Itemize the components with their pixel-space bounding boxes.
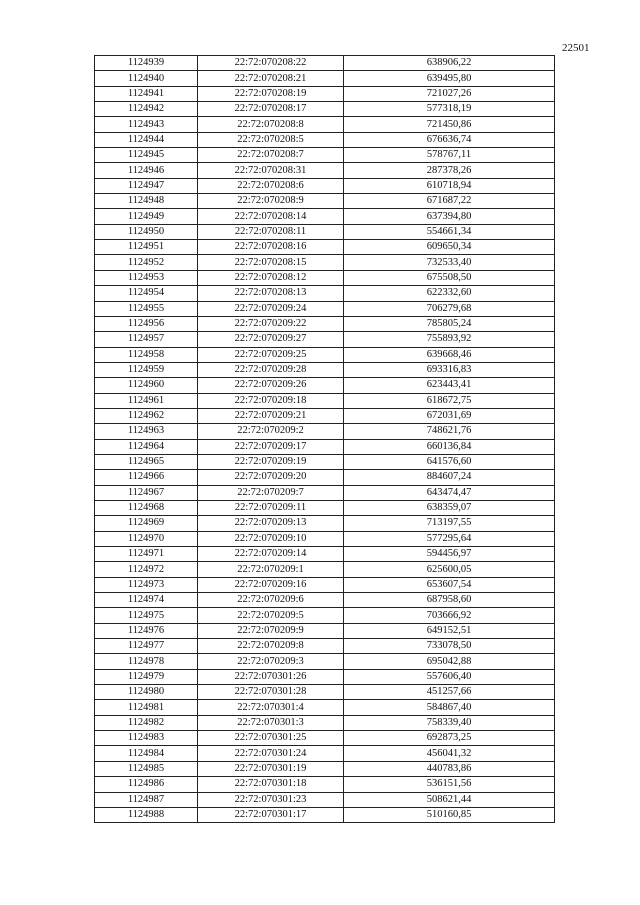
table-row [95,148,555,163]
cadastral-number-cell: 22:72:070208:13 [198,286,344,301]
cadastral-number-cell: 22:72:070209:18 [198,393,344,408]
cadastral-number-cell: 22:72:070208:7 [198,148,344,163]
row-number-cell: 1124981 [95,700,198,715]
table-row [95,547,555,562]
cadastre-table [94,55,555,823]
table-row [95,715,555,730]
cadastral-number-cell: 22:72:070209:7 [198,485,344,500]
row-number-cell: 1124970 [95,531,198,546]
value-cell: 703666,92 [344,608,555,623]
table-row [95,639,555,654]
value-cell: 687958,60 [344,593,555,608]
cadastral-number-cell: 22:72:070208:5 [198,132,344,147]
row-number-cell: 1124980 [95,685,198,700]
table-row [95,378,555,393]
cadastral-number-cell: 22:72:070301:19 [198,761,344,776]
cadastral-number-cell: 22:72:070208:17 [198,102,344,117]
table-row [95,255,555,270]
row-number-cell: 1124948 [95,194,198,209]
table-row [95,316,555,331]
value-cell: 554661,34 [344,224,555,239]
table-row [95,746,555,761]
cadastral-number-cell: 22:72:070209:24 [198,301,344,316]
cadastral-number-cell: 22:72:070208:11 [198,224,344,239]
table-row [95,362,555,377]
value-cell: 641576,60 [344,454,555,469]
row-number-cell: 1124954 [95,286,198,301]
cadastral-number-cell: 22:72:070208:19 [198,86,344,101]
row-number-cell: 1124939 [95,56,198,71]
table-row [95,608,555,623]
value-cell: 706279,68 [344,301,555,316]
cadastral-number-cell: 22:72:070209:5 [198,608,344,623]
row-number-cell: 1124963 [95,424,198,439]
table-row [95,86,555,101]
cadastral-number-cell: 22:72:070209:10 [198,531,344,546]
value-cell: 584867,40 [344,700,555,715]
table-row [95,270,555,285]
value-cell: 622332,60 [344,286,555,301]
row-number-cell: 1124961 [95,393,198,408]
value-cell: 639668,46 [344,347,555,362]
row-number-cell: 1124944 [95,132,198,147]
value-cell: 643474,47 [344,485,555,500]
cadastral-number-cell: 22:72:070301:25 [198,731,344,746]
cadastral-number-cell: 22:72:070208:9 [198,194,344,209]
value-cell: 510160,85 [344,807,555,822]
row-number-cell: 1124941 [95,86,198,101]
cadastral-number-cell: 22:72:070301:3 [198,715,344,730]
cadastral-number-cell: 22:72:070208:22 [198,56,344,71]
value-cell: 637394,80 [344,209,555,224]
cadastral-number-cell: 22:72:070209:13 [198,516,344,531]
cadastral-number-cell: 22:72:070208:14 [198,209,344,224]
cadastral-number-cell: 22:72:070301:24 [198,746,344,761]
value-cell: 748621,76 [344,424,555,439]
value-cell: 884607,24 [344,470,555,485]
cadastral-number-cell: 22:72:070209:25 [198,347,344,362]
table-row [95,240,555,255]
row-number-cell: 1124986 [95,777,198,792]
row-number-cell: 1124955 [95,301,198,316]
table-row [95,516,555,531]
table-row [95,654,555,669]
table-row [95,777,555,792]
row-number-cell: 1124977 [95,639,198,654]
value-cell: 653607,54 [344,577,555,592]
cadastral-number-cell: 22:72:070209:2 [198,424,344,439]
table-row [95,393,555,408]
value-cell: 660136,84 [344,439,555,454]
table-row [95,286,555,301]
value-cell: 577318,19 [344,102,555,117]
row-number-cell: 1124945 [95,148,198,163]
cadastral-number-cell: 22:72:070208:15 [198,255,344,270]
table-row [95,807,555,822]
table-row [95,178,555,193]
cadastral-number-cell: 22:72:070301:26 [198,669,344,684]
table-row [95,454,555,469]
row-number-cell: 1124946 [95,163,198,178]
table-body [95,56,555,823]
cadastral-number-cell: 22:72:070209:28 [198,362,344,377]
cadastral-number-cell: 22:72:070301:23 [198,792,344,807]
value-cell: 676636,74 [344,132,555,147]
value-cell: 713197,55 [344,516,555,531]
cadastral-number-cell: 22:72:070209:11 [198,500,344,515]
row-number-cell: 1124987 [95,792,198,807]
table-row [95,132,555,147]
cadastral-number-cell: 22:72:070301:28 [198,685,344,700]
row-number-cell: 1124967 [95,485,198,500]
row-number-cell: 1124950 [95,224,198,239]
row-number-cell: 1124957 [95,332,198,347]
value-cell: 672031,69 [344,408,555,423]
cadastral-number-cell: 22:72:070208:31 [198,163,344,178]
cadastral-number-cell: 22:72:070209:26 [198,378,344,393]
row-number-cell: 1124958 [95,347,198,362]
table-row [95,56,555,71]
table-row [95,209,555,224]
table-row [95,424,555,439]
table-row [95,593,555,608]
value-cell: 732533,40 [344,255,555,270]
cadastral-number-cell: 22:72:070208:6 [198,178,344,193]
row-number-cell: 1124978 [95,654,198,669]
table-row [95,485,555,500]
value-cell: 638359,07 [344,500,555,515]
row-number-cell: 1124947 [95,178,198,193]
cadastral-number-cell: 22:72:070209:14 [198,547,344,562]
row-number-cell: 1124956 [95,316,198,331]
row-number-cell: 1124976 [95,623,198,638]
value-cell: 695042,88 [344,654,555,669]
value-cell: 456041,32 [344,746,555,761]
table-row [95,102,555,117]
page-number: 22501 [562,42,590,54]
row-number-cell: 1124982 [95,715,198,730]
cadastral-number-cell: 22:72:070208:12 [198,270,344,285]
row-number-cell: 1124966 [95,470,198,485]
table-row [95,347,555,362]
cadastral-number-cell: 22:72:070301:18 [198,777,344,792]
cadastral-number-cell: 22:72:070209:8 [198,639,344,654]
row-number-cell: 1124965 [95,454,198,469]
cadastral-number-cell: 22:72:070209:17 [198,439,344,454]
table-row [95,761,555,776]
table-row [95,731,555,746]
cadastral-number-cell: 22:72:070208:16 [198,240,344,255]
row-number-cell: 1124960 [95,378,198,393]
value-cell: 625600,05 [344,562,555,577]
row-number-cell: 1124975 [95,608,198,623]
table-row [95,700,555,715]
value-cell: 536151,56 [344,777,555,792]
table-row [95,531,555,546]
value-cell: 721027,26 [344,86,555,101]
value-cell: 733078,50 [344,639,555,654]
value-cell: 577295,64 [344,531,555,546]
value-cell: 755893,92 [344,332,555,347]
cadastral-number-cell: 22:72:070209:20 [198,470,344,485]
table-row [95,408,555,423]
value-cell: 623443,41 [344,378,555,393]
row-number-cell: 1124983 [95,731,198,746]
value-cell: 451257,66 [344,685,555,700]
row-number-cell: 1124979 [95,669,198,684]
cadastral-number-cell: 22:72:070208:8 [198,117,344,132]
value-cell: 618672,75 [344,393,555,408]
row-number-cell: 1124988 [95,807,198,822]
row-number-cell: 1124971 [95,547,198,562]
table-row [95,623,555,638]
cadastral-number-cell: 22:72:070209:22 [198,316,344,331]
table-row [95,792,555,807]
row-number-cell: 1124959 [95,362,198,377]
table-row [95,117,555,132]
row-number-cell: 1124973 [95,577,198,592]
value-cell: 692873,25 [344,731,555,746]
value-cell: 609650,34 [344,240,555,255]
row-number-cell: 1124972 [95,562,198,577]
value-cell: 675508,50 [344,270,555,285]
cadastral-number-cell: 22:72:070209:27 [198,332,344,347]
table-row [95,500,555,515]
cadastral-number-cell: 22:72:070208:21 [198,71,344,86]
value-cell: 785805,24 [344,316,555,331]
row-number-cell: 1124951 [95,240,198,255]
row-number-cell: 1124984 [95,746,198,761]
row-number-cell: 1124985 [95,761,198,776]
row-number-cell: 1124953 [95,270,198,285]
value-cell: 638906,22 [344,56,555,71]
row-number-cell: 1124968 [95,500,198,515]
row-number-cell: 1124964 [95,439,198,454]
value-cell: 693316,83 [344,362,555,377]
table-row [95,685,555,700]
table-row [95,562,555,577]
value-cell: 440783,86 [344,761,555,776]
row-number-cell: 1124962 [95,408,198,423]
cadastral-number-cell: 22:72:070301:17 [198,807,344,822]
cadastral-number-cell: 22:72:070209:1 [198,562,344,577]
table-row [95,301,555,316]
table-row [95,194,555,209]
cadastral-number-cell: 22:72:070209:3 [198,654,344,669]
cadastral-number-cell: 22:72:070209:16 [198,577,344,592]
value-cell: 557606,40 [344,669,555,684]
cadastral-number-cell: 22:72:070209:19 [198,454,344,469]
cadastral-number-cell: 22:72:070209:6 [198,593,344,608]
value-cell: 610718,94 [344,178,555,193]
cadastral-number-cell: 22:72:070209:9 [198,623,344,638]
cadastral-number-cell: 22:72:070209:21 [198,408,344,423]
value-cell: 594456,97 [344,547,555,562]
row-number-cell: 1124949 [95,209,198,224]
value-cell: 578767,11 [344,148,555,163]
value-cell: 639495,80 [344,71,555,86]
value-cell: 721450,86 [344,117,555,132]
table-row [95,224,555,239]
row-number-cell: 1124969 [95,516,198,531]
row-number-cell: 1124942 [95,102,198,117]
table-row [95,332,555,347]
value-cell: 758339,40 [344,715,555,730]
row-number-cell: 1124940 [95,71,198,86]
value-cell: 649152,51 [344,623,555,638]
value-cell: 508621,44 [344,792,555,807]
cadastral-number-cell: 22:72:070301:4 [198,700,344,715]
table-row [95,577,555,592]
table-row [95,470,555,485]
value-cell: 287378,26 [344,163,555,178]
table-row [95,439,555,454]
table-row [95,163,555,178]
value-cell: 671687,22 [344,194,555,209]
row-number-cell: 1124974 [95,593,198,608]
row-number-cell: 1124943 [95,117,198,132]
table-row [95,71,555,86]
row-number-cell: 1124952 [95,255,198,270]
table-row [95,669,555,684]
